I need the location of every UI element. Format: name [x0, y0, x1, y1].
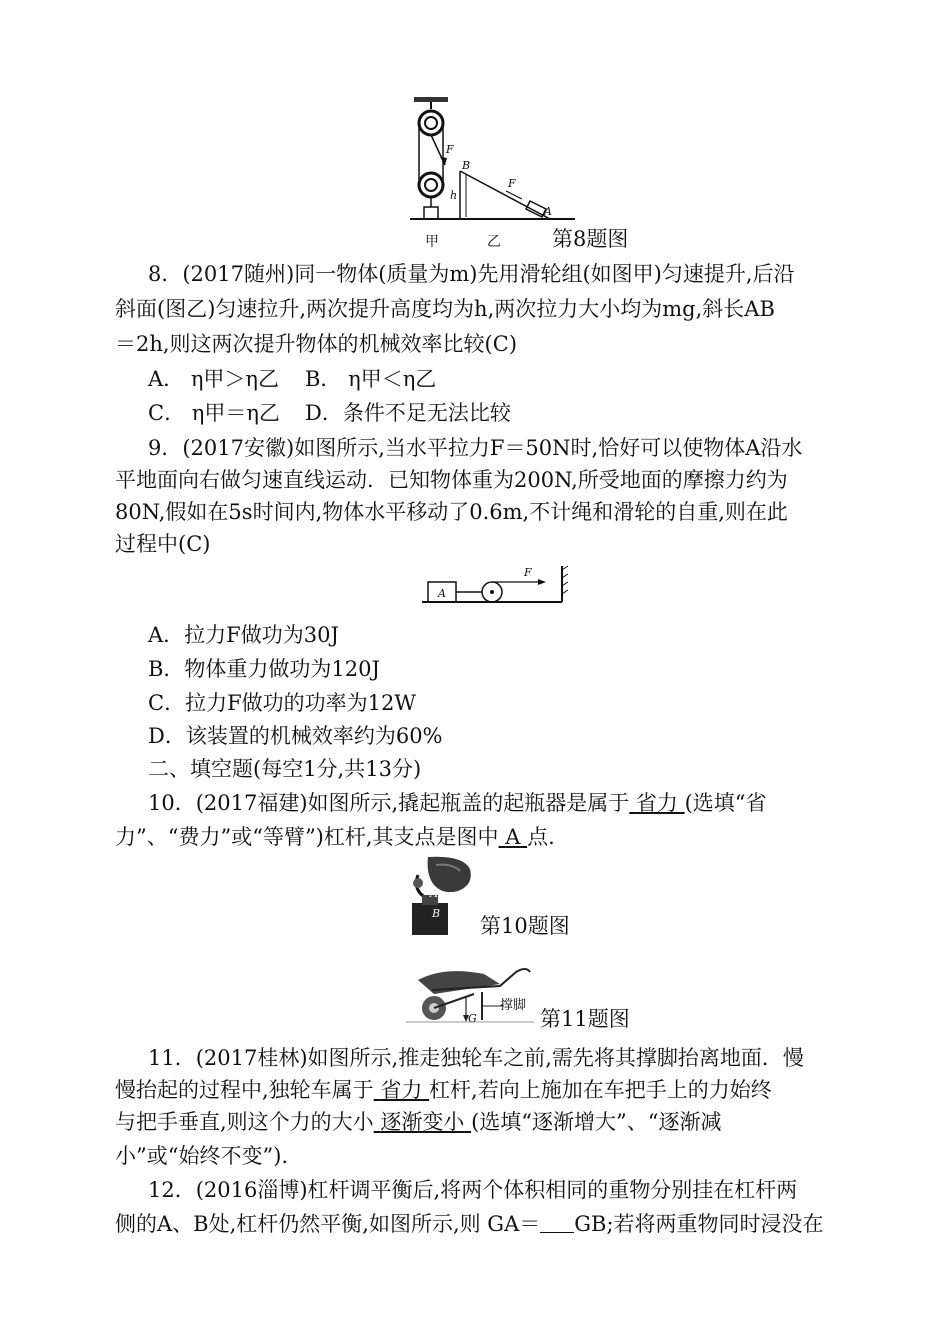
svg-text:F: F	[446, 143, 454, 156]
svg-text:A: A	[544, 205, 552, 218]
svg-text:G: G	[468, 1012, 477, 1025]
q9-option-b: B．物体重力做功为120J	[148, 657, 380, 681]
q11-answer-1: 省力	[380, 1078, 423, 1102]
q8-option-c: C． η甲＝η乙	[148, 401, 280, 425]
q10-answer-1: 省力	[635, 791, 678, 815]
q11-line1: 11．(2017桂林)如图所示,推走独轮车之前,需先将其撑脚抬离地面．慢	[148, 1046, 804, 1070]
q10-line1: 10．(2017福建)如图所示,撬起瓶盖的起瓶器是属于 省力 (选填“省	[148, 791, 767, 815]
q11-line4: 小”或“始终不变”).	[115, 1144, 289, 1168]
q8-line2: 斜面(图乙)匀速拉升,两次提升高度均为h,两次拉力大小均为mg,斜长AB	[115, 297, 775, 321]
figure-11-wheelbarrow	[404, 960, 539, 1030]
section-2-heading: 二、填空题(每空1分,共13分)	[148, 757, 422, 781]
fig11-caption: 第11题图	[540, 1007, 630, 1031]
q8-option-b: B． η甲＜η乙	[305, 367, 437, 391]
fig8-caption: 第8题图	[552, 227, 629, 251]
svg-text:F: F	[508, 177, 516, 190]
fig10-caption: 第10题图	[480, 914, 570, 938]
svg-text:B: B	[432, 907, 441, 920]
svg-text:F: F	[524, 566, 532, 579]
q9-option-c: C．拉力F做功的功率为12W	[148, 691, 416, 715]
q12-blank[interactable]	[540, 1212, 574, 1233]
q9-option-a: A．拉力F做功为30J	[148, 623, 339, 647]
q8-line3: ＝2h,则这两次提升物体的机械效率比较(C)	[115, 332, 518, 356]
q10-answer-2: A	[505, 825, 521, 849]
q12-line2: 侧的A、B处,杠杆仍然平衡,如图所示,则 GA＝ GB;若将两重物同时浸没在	[115, 1212, 824, 1236]
q9-line3: 80N,假如在5s时间内,物体水平移动了0.6m,不计绳和滑轮的自重,则在此	[115, 500, 788, 524]
figure-10-bottle-opener	[408, 855, 478, 940]
figure-9-diagram	[420, 562, 570, 610]
figure-8-diagram	[400, 95, 580, 235]
q9-line2: 平地面向右做匀速直线运动．已知物体重为200N,所受地面的摩擦力约为	[115, 468, 788, 492]
q9-line4: 过程中(C)	[115, 532, 211, 556]
fig11-label-support: 撑脚	[500, 998, 527, 1013]
q10-line2: 力”、“费力”或“等臂”)杠杆,其支点是图中 A 点.	[115, 825, 555, 849]
q11-answer-2: 逐渐变小	[380, 1110, 465, 1134]
q11-line2: 慢抬起的过程中,独轮车属于 省力 杠杆,若向上施加在车把手上的力始终	[115, 1078, 772, 1102]
q8-option-a: A． η甲＞η乙	[148, 367, 280, 391]
q9-line1: 9．(2017安徽)如图所示,当水平拉力F＝50N时,恰好可以使物体A沿水	[148, 436, 803, 460]
q9-option-d: D．该装置的机械效率约为60%	[148, 724, 443, 748]
q8-line1: 8．(2017随州)同一物体(质量为m)先用滑轮组(如图甲)匀速提升,后沿	[148, 262, 795, 286]
svg-text:A: A	[438, 587, 446, 600]
q11-line3: 与把手垂直,则这个力的大小 逐渐变小 (选填“逐渐增大”、“逐渐减	[115, 1110, 722, 1134]
svg-text:h: h	[450, 189, 458, 202]
svg-text:A: A	[430, 887, 438, 900]
fig8-label-jia: 甲	[425, 234, 439, 250]
svg-text:B: B	[462, 159, 471, 172]
q8-option-d: D．条件不足无法比较	[305, 401, 511, 425]
fig8-label-yi: 乙	[487, 234, 501, 250]
q12-line1: 12．(2016淄博)杠杆调平衡后,将两个体积相同的重物分别挂在杠杆两	[148, 1178, 798, 1202]
